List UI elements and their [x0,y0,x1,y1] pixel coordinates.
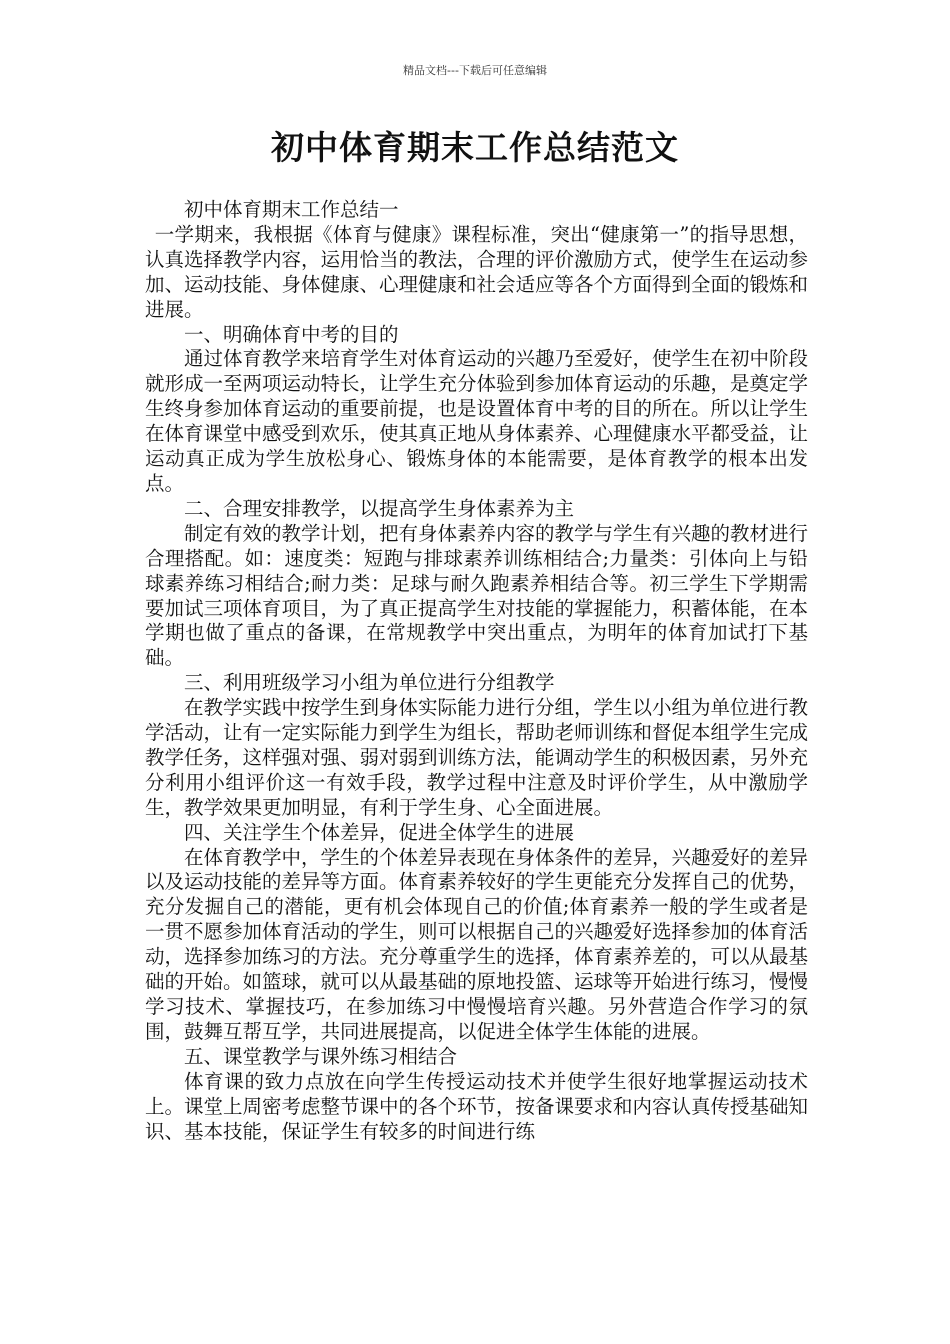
body-paragraph: 通过体育教学来培育学生对体育运动的兴趣乃至爱好，使学生在初中阶段就形成一至两项运动特长，让学生充分体验到参加体育运动的乐趣，是奠定学生终身参加体育运动的重要前提，也是设置体育中考的目的所在。所以让学生在体育课堂中感受到欢乐，使其真正地从身体素养、心理健康水平都受益，让运动真正成为学生放松身心、锻炼身体的本能需要，是体育教学的根本出发点。 [145,347,809,495]
body-paragraph: 在体育教学中，学生的个体差异表现在身体条件的差异，兴趣爱好的差异以及运动技能的差异等方面。体育素养较好的学生更能充分发挥自己的优势，充分发掘自己的潜能，更有机会体现自己的价值;体育素养一般的学生或者是一贯不愿参加体育活动的学生，则可以根据自己的兴趣爱好选择参加的体育活动，选择参加练习的方法。充分尊重学生的选择，体育素养差的，可以从最基础的开始。如篮球，就可以从最基础的原地投篮、运球等开始进行练习，慢慢学习技术、掌握技巧，在参加练习中慢慢培育兴趣。另外营造合作学习的氛围，鼓舞互帮互学，共同进展提高，以促进全体学生体能的进展。 [145,845,809,1043]
section-heading: 三、利用班级学习小组为单位进行分组教学 [184,671,555,695]
body-paragraph: 一学期来，我根据《体育与健康》课程标准，突出“健康第一”的指导思想，认真选择教学内容，运用恰当的教法，合理的评价激励方式，使学生在运动参加、运动技能、身体健康、心理健康和社会适应等各个方面得到全面的锻炼和进展。 [145,222,809,321]
document-title: 初中体育期末工作总结范文 [271,128,679,167]
section-heading: 初中体育期末工作总结一 [184,198,399,221]
section-heading: 五、课堂教学与课外练习相结合 [184,1044,458,1068]
section-heading: 一、明确体育中考的目的 [184,322,399,346]
body-paragraph: 在教学实践中按学生到身体实际能力进行分组，学生以小组为单位进行教学活动，让有一定实际能力到学生为组长，帮助老师训练和督促本组学生完成教学任务，这样强对强、弱对弱到训练方法，能调动学生的积极因素，另外充分利用小组评价这一有效手段，教学过程中注意及时评价学生，从中激励学生，教学效果更加明显，有利于学生身、心全面进展。 [145,696,809,819]
body-paragraph: 制定有效的教学计划，把有身体素养内容的教学与学生有兴趣的教材进行合理搭配。如：速度类：短跑与排球素养训练相结合;力量类：引体向上与铅球素养练习相结合;耐力类：足球与耐久跑素养相结合等。初三学生下学期需要加试三项体育项目，为了真正提高学生对技能的掌握能力，积蓄体能，在本学期也做了重点的备课，在常规教学中突出重点，为明年的体育加试打下基础。 [145,521,809,670]
document-body [145,198,808,1144]
page-header-watermark: 精品文档---下载后可任意编辑 [403,64,547,77]
body-paragraph: 体育课的致力点放在向学生传授运动技术并使学生很好地掌握运动技术上。课堂上周密考虑整节课中的各个环节，按备课要求和内容认真传授基础知识、基本技能，保证学生有较多的时间进行练 [145,1069,809,1143]
section-heading: 四、关注学生个体差异，促进全体学生的进展 [184,820,575,844]
section-heading: 二、合理安排教学，以提高学生身体素养为主 [184,496,575,520]
